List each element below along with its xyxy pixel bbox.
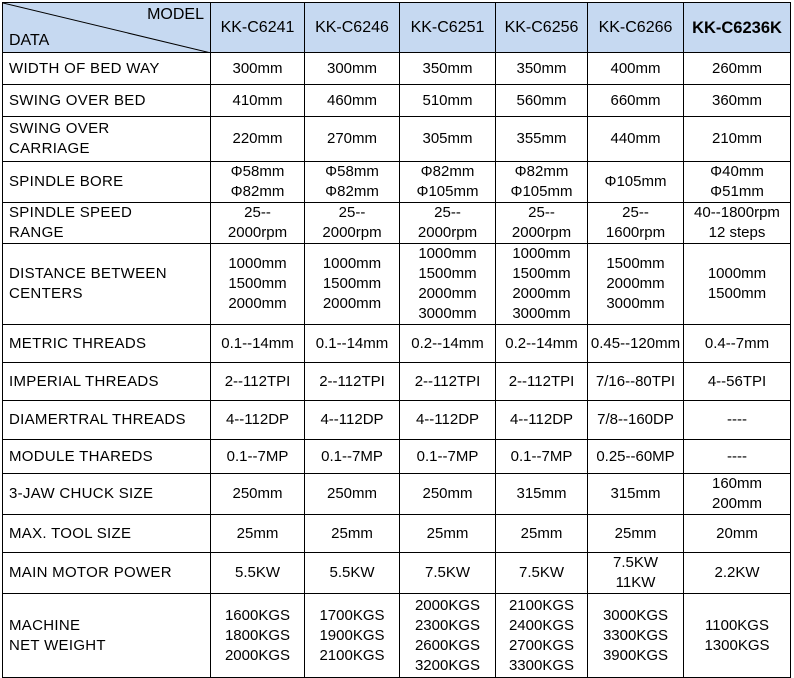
cell-value-line: 2000rpm — [227, 224, 288, 241]
row-label-line: WIDTH OF BED WAY — [9, 59, 160, 77]
row-label — [3, 553, 211, 594]
cell-value-line: 1900KGS — [319, 626, 385, 644]
table-row — [3, 553, 791, 594]
table-cell — [588, 474, 684, 515]
table-cell — [400, 474, 496, 515]
cell-value-line: 25mm — [520, 524, 563, 542]
cell-value-line: 4--56TPI — [707, 372, 767, 390]
table-cell — [305, 440, 400, 474]
cell-value-line: 510mm — [422, 91, 473, 109]
row-label-line: MAX. TOOL SIZE — [9, 524, 132, 542]
cell-value-line: 1000mm — [418, 245, 477, 262]
table-cell — [211, 85, 305, 117]
table-row — [3, 401, 791, 440]
table-cell — [684, 440, 791, 474]
cell-value-line: 355mm — [516, 130, 567, 147]
table-row — [3, 85, 791, 117]
cell-value-line: 0.45--120mm — [590, 334, 681, 352]
cell-value-line: 0.25--60MP — [596, 447, 675, 465]
row-label-line: MODULE THAREDS — [9, 447, 153, 465]
cell-value-line: 160mm — [711, 475, 763, 492]
table-cell — [305, 401, 400, 440]
cell-value-line: 2--112TPI — [508, 372, 575, 390]
row-label — [3, 440, 211, 474]
table-row — [3, 363, 791, 401]
cell-value-line: 25-- — [622, 204, 649, 221]
table-cell — [400, 440, 496, 474]
cell-value-line: 250mm — [232, 485, 283, 502]
table-cell — [496, 363, 588, 401]
table-cell — [496, 474, 588, 515]
table-row — [3, 440, 791, 474]
table-cell — [211, 325, 305, 363]
row-label — [3, 474, 211, 515]
cell-value-line: Φ105mm — [604, 173, 667, 190]
row-label-line: SPINDLE BORE — [9, 173, 124, 190]
table-cell — [588, 401, 684, 440]
cell-value-line: 1500mm — [606, 255, 665, 272]
table-cell — [684, 244, 791, 325]
table-cell — [400, 515, 496, 553]
table-cell — [588, 440, 684, 474]
row-label — [3, 244, 211, 325]
table-cell — [684, 553, 791, 594]
table-row — [3, 203, 791, 244]
table-cell — [305, 515, 400, 553]
table-cell — [211, 553, 305, 594]
spec-table — [2, 2, 791, 678]
cell-value-line: 2--112TPI — [414, 372, 481, 390]
cell-value-line: 2000mm — [228, 295, 287, 312]
table-cell — [400, 363, 496, 401]
cell-value-line: 2100KGS — [319, 646, 385, 664]
table-row — [3, 594, 791, 678]
row-label-line: MAIN MOTOR POWER — [9, 564, 172, 581]
cell-value-line: 2000rpm — [417, 224, 478, 241]
row-label-line: MACHINE — [9, 616, 81, 634]
cell-value-line: 20mm — [716, 524, 758, 542]
table-cell — [684, 363, 791, 401]
cell-value-line: 220mm — [232, 130, 283, 147]
row-label — [3, 117, 211, 162]
table-row — [3, 53, 791, 85]
cell-value-line: 315mm — [610, 485, 661, 502]
cell-value-line: Φ105mm — [510, 183, 573, 200]
row-label — [3, 363, 211, 401]
cell-value-line: 200mm — [711, 495, 763, 512]
table-cell — [496, 162, 588, 203]
cell-value-line: 260mm — [711, 59, 763, 77]
table-cell — [496, 440, 588, 474]
table-cell — [305, 117, 400, 162]
table-cell — [211, 401, 305, 440]
table-cell — [400, 401, 496, 440]
cell-value-line: 25mm — [426, 524, 469, 542]
table-cell — [588, 162, 684, 203]
table-row — [3, 325, 791, 363]
cell-value-line: 2--112TPI — [319, 372, 385, 390]
cell-value-line: 1300KGS — [704, 636, 770, 654]
model-header: KK-C6236K — [684, 3, 791, 53]
cell-value-line: 11KW — [615, 574, 656, 591]
cell-value-line: 25mm — [614, 524, 657, 542]
table-cell — [211, 363, 305, 401]
table-cell — [588, 363, 684, 401]
table-cell — [588, 85, 684, 117]
table-cell — [588, 53, 684, 85]
row-label-line: DIAMERTRAL THREADS — [9, 411, 186, 428]
cell-value-line: 1600rpm — [605, 224, 666, 241]
cell-value-line: 1500mm — [322, 275, 382, 292]
cell-value-line: 300mm — [232, 59, 283, 77]
cell-value-line: 250mm — [326, 485, 378, 502]
cell-value-line: 210mm — [711, 130, 763, 147]
model-header: KK-C6266 — [588, 3, 684, 53]
table-cell — [588, 553, 684, 594]
cell-value-line: 25-- — [434, 204, 461, 221]
table-cell — [211, 440, 305, 474]
table-cell — [684, 117, 791, 162]
table-cell — [305, 363, 400, 401]
cell-value-line: 4--112DP — [509, 411, 574, 428]
table-cell — [496, 203, 588, 244]
table-cell — [496, 117, 588, 162]
cell-value-line: 2000mm — [322, 295, 382, 312]
cell-value-line: Φ58mm — [230, 163, 285, 180]
cell-value-line: 1500mm — [707, 285, 767, 302]
cell-value-line: 0.1--7MP — [416, 447, 479, 465]
table-cell — [400, 594, 496, 678]
table-cell — [496, 325, 588, 363]
cell-value-line: Φ40mm — [710, 163, 764, 180]
table-cell — [211, 515, 305, 553]
row-label — [3, 85, 211, 117]
row-label-line: IMPERIAL THREADS — [9, 372, 159, 390]
cell-value-line: 7.5KW — [518, 564, 564, 581]
table-cell — [305, 162, 400, 203]
cell-value-line: 4--112DP — [320, 411, 384, 428]
table-cell — [305, 53, 400, 85]
cell-value-line: 3200KGS — [414, 656, 481, 674]
table-cell — [684, 474, 791, 515]
cell-value-line: 660mm — [610, 91, 661, 109]
table-cell — [211, 244, 305, 325]
row-label — [3, 203, 211, 244]
table-cell — [211, 474, 305, 515]
table-cell — [684, 203, 791, 244]
cell-value-line: Φ51mm — [710, 183, 764, 200]
table-cell — [305, 244, 400, 325]
model-header: KK-C6241 — [211, 3, 305, 53]
cell-value-line: 40--1800rpm — [694, 204, 780, 221]
cell-value-line: 2000KGS — [224, 646, 291, 664]
cell-value-line: 1500mm — [418, 265, 477, 282]
cell-value-line: 4--112DP — [225, 411, 290, 428]
spec-table-body — [3, 53, 791, 678]
row-label — [3, 162, 211, 203]
cell-value-line: 1700KGS — [319, 606, 385, 624]
cell-value-line: 410mm — [232, 91, 283, 109]
cell-value-line: 0.1--7MP — [510, 447, 573, 465]
row-label — [3, 401, 211, 440]
row-label-line: DISTANCE BETWEEN — [9, 265, 167, 282]
cell-value-line: 0.4--7mm — [704, 334, 770, 352]
cell-value-line: 25-- — [338, 204, 366, 221]
cell-value-line: Φ82mm — [230, 183, 285, 200]
table-cell — [400, 325, 496, 363]
cell-value-line: 0.1--7MP — [321, 447, 383, 465]
table-cell — [211, 53, 305, 85]
cell-value-line: 7/8--160DP — [597, 411, 674, 428]
cell-value-line: 360mm — [711, 91, 763, 109]
table-cell — [496, 244, 588, 325]
cell-value-line: 440mm — [610, 130, 661, 147]
cell-value-line: 5.5KW — [234, 564, 280, 581]
table-cell — [684, 401, 791, 440]
cell-value-line: 2000rpm — [322, 224, 382, 241]
cell-value-line: 2700KGS — [508, 636, 575, 654]
cell-value-line: 560mm — [516, 91, 567, 109]
row-label — [3, 325, 211, 363]
table-row — [3, 244, 791, 325]
cell-value-line: 1000mm — [707, 265, 767, 282]
table-cell — [588, 325, 684, 363]
cell-value-line: ---- — [727, 411, 747, 428]
cell-value-line: 315mm — [516, 485, 567, 502]
cell-value-line: 300mm — [326, 59, 378, 77]
cell-value-line: 25-- — [244, 204, 271, 221]
cell-value-line: 0.1--7MP — [226, 447, 289, 465]
corner-model-label: MODEL — [147, 6, 204, 23]
cell-value-line: 400mm — [610, 59, 661, 77]
table-cell — [684, 162, 791, 203]
table-cell — [588, 594, 684, 678]
row-label — [3, 594, 211, 678]
cell-value-line: 460mm — [326, 91, 378, 109]
cell-value-line: Φ82mm — [514, 163, 569, 180]
row-label-line: RANGE — [9, 224, 64, 241]
cell-value-line: 7/16--80TPI — [595, 372, 676, 390]
table-cell — [400, 53, 496, 85]
cell-value-line: 3000mm — [418, 305, 477, 322]
cell-value-line: ---- — [727, 447, 747, 465]
table-row — [3, 474, 791, 515]
cell-value-line: 2300KGS — [414, 616, 481, 634]
table-cell — [588, 203, 684, 244]
cell-value-line: 2000KGS — [414, 596, 481, 614]
table-cell — [684, 53, 791, 85]
model-header: KK-C6246 — [305, 3, 400, 53]
table-cell — [305, 474, 400, 515]
cell-value-line: 1000mm — [228, 255, 287, 272]
cell-value-line: 1800KGS — [224, 626, 291, 644]
table-cell — [211, 162, 305, 203]
cell-value-line: 7.5KW — [424, 564, 470, 581]
table-cell — [305, 85, 400, 117]
cell-value-line: 25mm — [331, 524, 373, 542]
cell-value-line: 0.1--14mm — [221, 334, 294, 352]
cell-value-line: 2000mm — [512, 285, 571, 302]
cell-value-line: 3000mm — [606, 295, 665, 312]
cell-value-line: 0.2--14mm — [505, 334, 578, 352]
row-label — [3, 515, 211, 553]
cell-value-line: 3000KGS — [602, 606, 669, 624]
cell-value-line: 305mm — [422, 130, 473, 147]
table-cell — [305, 203, 400, 244]
table-cell — [588, 117, 684, 162]
row-label-line: SWING OVER BED — [9, 91, 146, 109]
cell-value-line: 2100KGS — [508, 596, 575, 614]
row-label-line: SPINDLE SPEED — [9, 204, 133, 221]
header-row — [3, 3, 791, 53]
table-cell — [305, 553, 400, 594]
cell-value-line: 1600KGS — [224, 606, 291, 624]
table-cell — [496, 515, 588, 553]
table-cell — [588, 244, 684, 325]
row-label-line: SWING OVER — [9, 120, 110, 137]
table-cell — [305, 594, 400, 678]
cell-value-line: 350mm — [422, 59, 473, 77]
table-cell — [305, 325, 400, 363]
cell-value-line: 3900KGS — [602, 646, 669, 664]
cell-value-line: 7.5KW — [612, 554, 658, 571]
cell-value-line: 3000mm — [512, 305, 571, 322]
cell-value-line: Φ82mm — [420, 163, 475, 180]
cell-value-line: 4--112DP — [415, 411, 480, 428]
row-label-line: 3-JAW CHUCK SIZE — [9, 485, 154, 502]
row-label-line: NET WEIGHT — [9, 636, 106, 654]
table-cell — [496, 53, 588, 85]
row-label-line: METRIC THREADS — [9, 334, 147, 352]
model-header: KK-C6251 — [400, 3, 496, 53]
cell-value-line: Φ105mm — [416, 183, 479, 200]
cell-value-line: 1100KGS — [705, 616, 769, 634]
cell-value-line: 2000rpm — [511, 224, 572, 241]
cell-value-line: 0.1--14mm — [315, 334, 389, 352]
cell-value-line: 270mm — [326, 130, 378, 147]
table-cell — [400, 244, 496, 325]
table-cell — [211, 203, 305, 244]
table-cell — [684, 594, 791, 678]
cell-value-line: 2400KGS — [508, 616, 575, 634]
row-label — [3, 53, 211, 85]
cell-value-line: 1000mm — [512, 245, 571, 262]
table-cell — [400, 162, 496, 203]
cell-value-line: 1500mm — [228, 275, 287, 292]
table-cell — [496, 85, 588, 117]
table-cell — [400, 85, 496, 117]
model-header: KK-C6256 — [496, 3, 588, 53]
table-row — [3, 117, 791, 162]
table-cell — [496, 594, 588, 678]
cell-value-line: 3300KGS — [602, 626, 669, 644]
cell-value-line: 0.2--14mm — [411, 334, 484, 352]
table-cell — [400, 553, 496, 594]
cell-value-line: 2000mm — [606, 275, 665, 292]
table-cell — [211, 117, 305, 162]
table-cell — [400, 203, 496, 244]
cell-value-line: 5.5KW — [329, 564, 375, 581]
table-cell — [684, 85, 791, 117]
cell-value-line: Φ58mm — [325, 163, 379, 180]
cell-value-line: 25-- — [528, 204, 555, 221]
cell-value-line: 2.2KW — [714, 564, 760, 581]
table-cell — [684, 325, 791, 363]
cell-value-line: 2600KGS — [414, 636, 481, 654]
cell-value-line: 2--112TPI — [224, 372, 291, 390]
corner-data-label: DATA — [9, 32, 50, 49]
cell-value-line: 1000mm — [322, 255, 382, 272]
cell-value-line: 12 steps — [708, 224, 766, 241]
table-cell — [588, 515, 684, 553]
cell-value-line: 2000mm — [418, 285, 477, 302]
cell-value-line: 1500mm — [512, 265, 571, 282]
table-cell — [211, 594, 305, 678]
table-cell — [684, 515, 791, 553]
table-row — [3, 515, 791, 553]
header-corner-cell — [3, 3, 211, 53]
cell-value-line: 3300KGS — [508, 656, 575, 674]
cell-value-line: 350mm — [516, 59, 567, 77]
cell-value-line: Φ82mm — [325, 183, 379, 200]
row-label-line: CENTERS — [9, 285, 83, 302]
table-cell — [496, 401, 588, 440]
table-cell — [496, 553, 588, 594]
cell-value-line: 250mm — [422, 485, 473, 502]
table-cell — [400, 117, 496, 162]
cell-value-line: 25mm — [236, 524, 279, 542]
row-label-line: CARRIAGE — [9, 140, 90, 157]
table-row — [3, 162, 791, 203]
